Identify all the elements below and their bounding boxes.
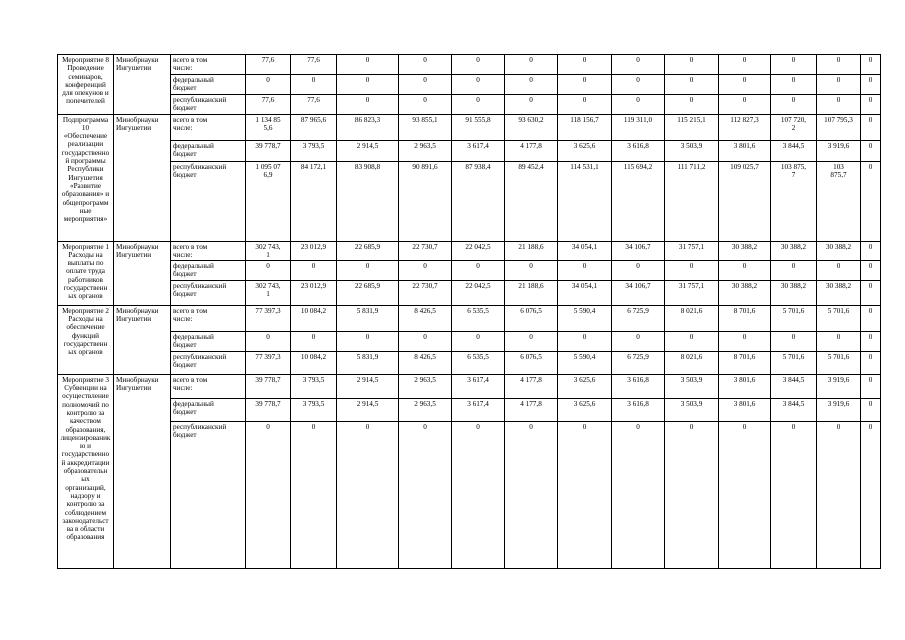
value-cell: 0: [337, 261, 399, 281]
value-cell: 0: [337, 421, 399, 568]
value-cell: 39 778,7: [246, 398, 291, 421]
value-cell: 0: [719, 74, 771, 94]
budget-table: [57, 54, 881, 569]
value-cell: 0: [505, 74, 558, 94]
value-cell: 91 555,8: [452, 114, 505, 140]
table-row: [58, 374, 881, 398]
value-cell: 77 397,3: [246, 305, 291, 331]
value-cell: 0: [399, 94, 452, 114]
value-cell: 0: [817, 74, 861, 94]
value-cell: 0: [719, 94, 771, 114]
value-cell: 5 701,6: [817, 351, 861, 374]
value-cell: 5 701,6: [817, 305, 861, 331]
value-cell: 114 531,1: [558, 161, 612, 241]
value-cell: 0: [505, 55, 558, 75]
value-cell: 3 919,6: [817, 398, 861, 421]
value-cell: 77,6: [291, 94, 337, 114]
value-cell: 0: [291, 261, 337, 281]
value-cell: 93 630,2: [505, 114, 558, 140]
funding-source-cell: федеральный бюджет: [171, 140, 246, 161]
value-cell: 3 919,6: [817, 374, 861, 398]
value-cell: 0: [558, 421, 612, 568]
funding-source-cell: федеральный бюджет: [171, 74, 246, 94]
value-cell: 30 388,2: [817, 241, 861, 261]
value-cell: 31 757,1: [665, 241, 719, 261]
value-cell: 3 616,8: [612, 374, 665, 398]
table-row: [58, 241, 881, 261]
value-cell: 34 106,7: [612, 241, 665, 261]
value-cell: 5 590,4: [558, 305, 612, 331]
value-cell: 3 616,8: [612, 140, 665, 161]
value-cell: 0: [452, 261, 505, 281]
table-row: [58, 398, 881, 421]
value-cell: 77 397,3: [246, 351, 291, 374]
value-cell: 3 801,6: [719, 374, 771, 398]
value-cell: 0: [399, 331, 452, 351]
funding-source-cell: федеральный бюджет: [171, 331, 246, 351]
funding-source-cell: республиканский бюджет: [171, 280, 246, 305]
event-name-cell: Мероприятие 1 Расходы на выплаты по оплате труда работников государственн ых органов: [58, 241, 114, 305]
value-cell: 0: [612, 421, 665, 568]
value-cell: 0: [337, 331, 399, 351]
value-cell: 30 388,2: [771, 241, 817, 261]
executor-cell: Минобрнауки Ингушетии: [114, 114, 171, 241]
value-cell: 112 827,3: [719, 114, 771, 140]
value-cell: 0: [861, 374, 881, 398]
value-cell: 0: [399, 74, 452, 94]
value-cell: 3 625,6: [558, 374, 612, 398]
funding-source-cell: федеральный бюджет: [171, 261, 246, 281]
value-cell: 0: [771, 55, 817, 75]
executor-cell: Минобрнауки Ингушетии: [114, 241, 171, 305]
value-cell: 0: [719, 421, 771, 568]
value-cell: 0: [665, 94, 719, 114]
value-cell: 30 388,2: [771, 280, 817, 305]
value-cell: 5 831,9: [337, 351, 399, 374]
funding-source-cell: федеральный бюджет: [171, 398, 246, 421]
value-cell: 22 685,9: [337, 280, 399, 305]
value-cell: 0: [861, 74, 881, 94]
value-cell: 0: [452, 74, 505, 94]
value-cell: 1 134 85 5,6: [246, 114, 291, 140]
value-cell: 8 426,5: [399, 305, 452, 331]
value-cell: 0: [612, 55, 665, 75]
value-cell: 1 095 07 6,9: [246, 161, 291, 241]
value-cell: 8 021,6: [665, 305, 719, 331]
executor-cell: Минобрнауки Ингушетии: [114, 55, 171, 115]
value-cell: 8 426,5: [399, 351, 452, 374]
value-cell: 0: [771, 331, 817, 351]
value-cell: 0: [399, 55, 452, 75]
value-cell: 115 694,2: [612, 161, 665, 241]
funding-source-cell: всего в том числе:: [171, 241, 246, 261]
value-cell: 0: [861, 398, 881, 421]
value-cell: 0: [771, 261, 817, 281]
funding-source-cell: всего в том числе:: [171, 374, 246, 398]
value-cell: 2 914,5: [337, 140, 399, 161]
value-cell: 0: [558, 261, 612, 281]
value-cell: 6 076,5: [505, 305, 558, 331]
value-cell: 0: [291, 421, 337, 568]
event-name-cell: Мероприятие 3 Субвенции на осуществление полномочий по контролю за качеством образования, лицензированик ю и государственно й аккредитации образовательн ых организаций, надзору и контролю за соблюдением законодательст ва в области образования: [58, 374, 114, 568]
value-cell: 0: [771, 94, 817, 114]
value-cell: 0: [399, 421, 452, 568]
value-cell: 0: [246, 331, 291, 351]
value-cell: 0: [558, 331, 612, 351]
value-cell: 77,6: [291, 55, 337, 75]
value-cell: 3 793,5: [291, 140, 337, 161]
value-cell: 4 177,8: [505, 140, 558, 161]
table-row: [58, 114, 881, 140]
value-cell: 23 012,9: [291, 280, 337, 305]
value-cell: 3 617,4: [452, 140, 505, 161]
value-cell: 22 730,7: [399, 241, 452, 261]
value-cell: 0: [505, 94, 558, 114]
value-cell: 3 617,4: [452, 374, 505, 398]
value-cell: 39 778,7: [246, 140, 291, 161]
table-row: [58, 161, 881, 241]
value-cell: 3 616,8: [612, 398, 665, 421]
value-cell: 31 757,1: [665, 280, 719, 305]
value-cell: 89 452,4: [505, 161, 558, 241]
executor-cell: Минобрнауки Ингушетии: [114, 374, 171, 568]
value-cell: 115 215,1: [665, 114, 719, 140]
funding-source-cell: республиканский бюджет: [171, 161, 246, 241]
value-cell: 2 914,5: [337, 398, 399, 421]
value-cell: 111 711,2: [665, 161, 719, 241]
value-cell: 0: [452, 421, 505, 568]
value-cell: 109 025,7: [719, 161, 771, 241]
value-cell: 8 021,6: [665, 351, 719, 374]
table-row: [58, 74, 881, 94]
value-cell: 0: [337, 74, 399, 94]
value-cell: 3 793,5: [291, 398, 337, 421]
value-cell: 0: [612, 331, 665, 351]
value-cell: 0: [246, 261, 291, 281]
value-cell: 90 891,6: [399, 161, 452, 241]
value-cell: 6 076,5: [505, 351, 558, 374]
table-row: [58, 140, 881, 161]
value-cell: 5 831,9: [337, 305, 399, 331]
value-cell: 0: [558, 94, 612, 114]
value-cell: 21 188,6: [505, 280, 558, 305]
value-cell: 22 730,7: [399, 280, 452, 305]
value-cell: 0: [861, 261, 881, 281]
value-cell: 302 743, 1: [246, 241, 291, 261]
table-row: [58, 305, 881, 331]
value-cell: 3 503,9: [665, 140, 719, 161]
value-cell: 0: [817, 94, 861, 114]
table-row: [58, 280, 881, 305]
value-cell: 0: [771, 421, 817, 568]
value-cell: 34 106,7: [612, 280, 665, 305]
value-cell: 0: [505, 331, 558, 351]
value-cell: 0: [612, 261, 665, 281]
funding-source-cell: республиканский бюджет: [171, 94, 246, 114]
value-cell: 10 084,2: [291, 351, 337, 374]
event-name-cell: Подпрограмма 10 «Обеспечение реализации государственно й программы Республики Ингушетия «Развитие образования» и общепрограмм ные мероприятия»: [58, 114, 114, 241]
funding-source-cell: республиканский бюджет: [171, 421, 246, 568]
value-cell: 0: [558, 55, 612, 75]
value-cell: 0: [861, 305, 881, 331]
value-cell: 0: [861, 94, 881, 114]
value-cell: 22 042,5: [452, 280, 505, 305]
value-cell: 0: [665, 74, 719, 94]
event-name-cell: Мероприятие 8 Проведение семинаров, конференций для опекунов и попечителей: [58, 55, 114, 115]
value-cell: 0: [246, 421, 291, 568]
value-cell: 103 875, 7: [771, 161, 817, 241]
value-cell: 119 311,0: [612, 114, 665, 140]
value-cell: 86 823,3: [337, 114, 399, 140]
value-cell: 3 617,4: [452, 398, 505, 421]
value-cell: 3 793,5: [291, 374, 337, 398]
value-cell: 30 388,2: [719, 280, 771, 305]
value-cell: 30 388,2: [817, 280, 861, 305]
value-cell: 8 701,6: [719, 351, 771, 374]
value-cell: 4 177,8: [505, 374, 558, 398]
value-cell: 0: [452, 331, 505, 351]
value-cell: 30 388,2: [719, 241, 771, 261]
value-cell: 0: [246, 74, 291, 94]
value-cell: 0: [817, 331, 861, 351]
value-cell: 0: [665, 55, 719, 75]
value-cell: 0: [719, 331, 771, 351]
value-cell: 0: [337, 94, 399, 114]
value-cell: 5 701,6: [771, 305, 817, 331]
value-cell: 22 685,9: [337, 241, 399, 261]
value-cell: 6 535,5: [452, 351, 505, 374]
table-row: [58, 55, 881, 75]
value-cell: 0: [817, 261, 861, 281]
value-cell: 0: [665, 421, 719, 568]
value-cell: 6 725,9: [612, 305, 665, 331]
value-cell: 3 625,6: [558, 398, 612, 421]
value-cell: 23 012,9: [291, 241, 337, 261]
value-cell: 0: [558, 74, 612, 94]
value-cell: 2 963,5: [399, 374, 452, 398]
table-row: [58, 261, 881, 281]
value-cell: 107 720, 2: [771, 114, 817, 140]
value-cell: 83 908,8: [337, 161, 399, 241]
value-cell: 84 172,1: [291, 161, 337, 241]
table-row: [58, 421, 881, 568]
value-cell: 21 188,6: [505, 241, 558, 261]
funding-source-cell: всего в том числе:: [171, 305, 246, 331]
value-cell: 3 844,5: [771, 140, 817, 161]
value-cell: 0: [399, 261, 452, 281]
value-cell: 5 590,4: [558, 351, 612, 374]
value-cell: 0: [719, 55, 771, 75]
value-cell: 0: [861, 55, 881, 75]
value-cell: 0: [817, 55, 861, 75]
value-cell: 3 503,9: [665, 398, 719, 421]
value-cell: 0: [612, 74, 665, 94]
value-cell: 0: [861, 351, 881, 374]
value-cell: 118 156,7: [558, 114, 612, 140]
value-cell: 87 965,6: [291, 114, 337, 140]
value-cell: 34 054,1: [558, 280, 612, 305]
table-row: [58, 94, 881, 114]
value-cell: 6 535,5: [452, 305, 505, 331]
value-cell: 0: [452, 94, 505, 114]
value-cell: 6 725,9: [612, 351, 665, 374]
value-cell: 0: [861, 421, 881, 568]
value-cell: 0: [861, 241, 881, 261]
funding-source-cell: всего в том числе:: [171, 55, 246, 75]
value-cell: 0: [665, 261, 719, 281]
value-cell: 0: [452, 55, 505, 75]
value-cell: 107 795,3: [817, 114, 861, 140]
value-cell: 0: [291, 74, 337, 94]
value-cell: 2 963,5: [399, 140, 452, 161]
value-cell: 3 503,9: [665, 374, 719, 398]
value-cell: 34 054,1: [558, 241, 612, 261]
value-cell: 0: [861, 140, 881, 161]
value-cell: 8 701,6: [719, 305, 771, 331]
value-cell: 0: [291, 331, 337, 351]
value-cell: 39 778,7: [246, 374, 291, 398]
value-cell: 0: [505, 421, 558, 568]
value-cell: 77,6: [246, 94, 291, 114]
value-cell: 10 084,2: [291, 305, 337, 331]
value-cell: 2 963,5: [399, 398, 452, 421]
value-cell: 0: [612, 94, 665, 114]
value-cell: 87 938,4: [452, 161, 505, 241]
value-cell: 0: [861, 331, 881, 351]
value-cell: 0: [337, 55, 399, 75]
value-cell: 3 844,5: [771, 398, 817, 421]
value-cell: 103 875,7: [817, 161, 861, 241]
value-cell: 93 855,1: [399, 114, 452, 140]
value-cell: 0: [771, 74, 817, 94]
value-cell: 302 743, 1: [246, 280, 291, 305]
value-cell: 3 625,6: [558, 140, 612, 161]
value-cell: 3 801,6: [719, 398, 771, 421]
value-cell: 77,6: [246, 55, 291, 75]
value-cell: 0: [861, 280, 881, 305]
event-name-cell: Мероприятие 2 Расходы на обеспечение функций государственн ых органов: [58, 305, 114, 374]
value-cell: 3 801,6: [719, 140, 771, 161]
table-row: [58, 351, 881, 374]
funding-source-cell: всего в том числе:: [171, 114, 246, 140]
value-cell: 3 919,6: [817, 140, 861, 161]
value-cell: 5 701,6: [771, 351, 817, 374]
value-cell: 0: [505, 261, 558, 281]
value-cell: 4 177,8: [505, 398, 558, 421]
value-cell: 0: [861, 161, 881, 241]
funding-source-cell: республиканский бюджет: [171, 351, 246, 374]
value-cell: 0: [861, 114, 881, 140]
value-cell: 0: [719, 261, 771, 281]
executor-cell: Минобрнауки Ингушетии: [114, 305, 171, 374]
value-cell: 3 844,5: [771, 374, 817, 398]
table-row: [58, 331, 881, 351]
value-cell: 22 042,5: [452, 241, 505, 261]
value-cell: 0: [817, 421, 861, 568]
value-cell: 2 914,5: [337, 374, 399, 398]
value-cell: 0: [665, 331, 719, 351]
